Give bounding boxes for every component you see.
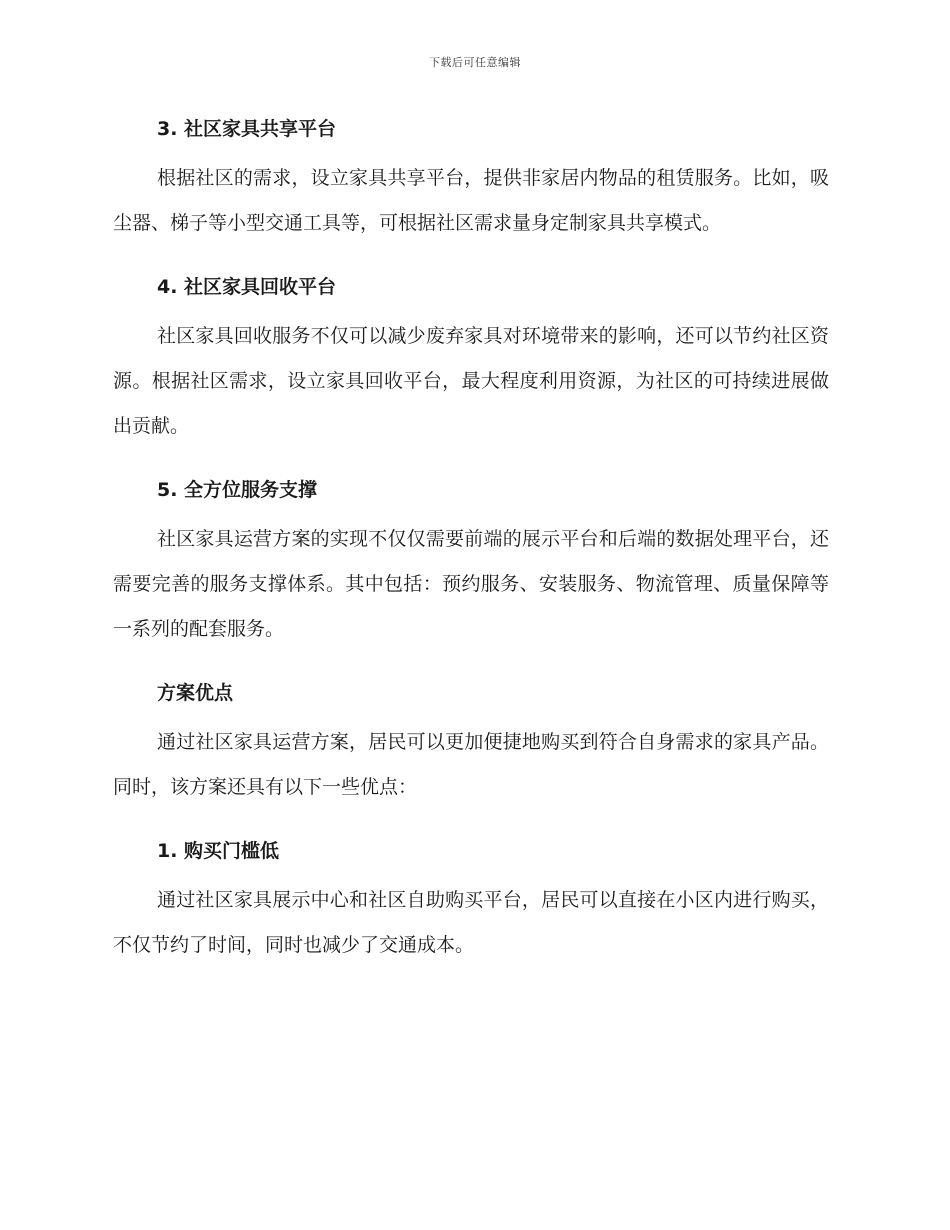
section-paragraph-community-furniture-sharing: 根据社区的需求，设立家具共享平台，提供非家居内物品的租赁服务。比如，吸尘器、梯子等小型交通工具等，可根据社区需求量身定制家具共享模式。 [113,167,829,234]
document-body [113,112,829,968]
section-paragraph-plan-advantages: 通过社区家具运营方案，居民可以更加便捷地购买到符合自身需求的家具产品。同时，该方案还具有以下一些优点： [113,731,829,798]
section-paragraph-low-purchase-threshold: 通过社区家具展示中心和社区自助购买平台，居民可以直接在小区内进行购买，不仅节约了时间，同时也减少了交通成本。 [113,889,829,956]
section-heading-community-furniture-recycling: 4. 社区家具回收平台 [157,276,337,298]
section-paragraph-community-furniture-recycling: 社区家具回收服务不仅可以减少废弃家具对环境带来的影响，还可以节约社区资源。根据社区需求，设立家具回收平台，最大程度利用资源，为社区的可持续进展做出贡献。 [113,325,829,437]
section-heading-service-support: 5. 全方位服务支撑 [157,479,318,501]
section-heading-plan-advantages: 方案优点 [157,682,234,704]
section-paragraph-service-support: 社区家具运营方案的实现不仅仅需要前端的展示平台和后端的数据处理平台，还需要完善的服务支撑体系。其中包括：预约服务、安装服务、物流管理、质量保障等一系列的配套服务。 [113,528,829,640]
section-heading-community-furniture-sharing: 3. 社区家具共享平台 [157,118,337,140]
section-heading-low-purchase-threshold: 1. 购买门槛低 [157,840,280,862]
page-header: 下载后可任意编辑 [429,56,521,69]
